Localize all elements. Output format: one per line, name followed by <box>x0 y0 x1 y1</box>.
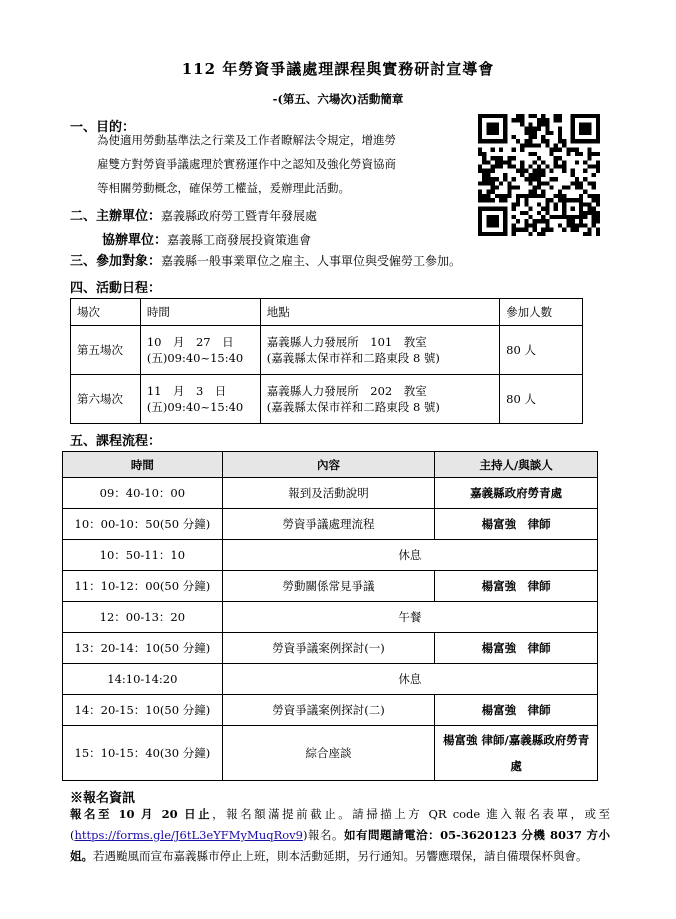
address-text: (嘉義縣太保市祥和二路東段 8 號) <box>266 351 440 365</box>
participants-row <box>70 250 461 269</box>
agenda-row <box>63 664 598 695</box>
registration-text3: 若遇颱風而宣布嘉義縣市停止上班，則本活動延期，另行通知。另響應環保，請自備環保杯與會。 <box>93 849 588 863</box>
purpose-text <box>97 128 475 200</box>
agenda-row <box>63 571 598 602</box>
purpose-line: 雇雙方對勞資爭議處理於實務運作中之認知及強化勞資協商 <box>97 157 396 171</box>
registration-form-link[interactable]: https://forms.gle/J6tL3eYFMyMuqRov9 <box>74 828 303 842</box>
agenda-host: 楊富強 律師 <box>435 571 598 602</box>
agenda-col-header: 內容 <box>222 452 435 478</box>
schedule-col-header: 時間 <box>140 299 260 326</box>
agenda-col-header: 時間 <box>63 452 223 478</box>
page-subtitle: -(第五、六場次)活動簡章 <box>272 92 404 106</box>
agenda-row <box>63 540 598 571</box>
agenda-content: 休息 <box>222 540 597 571</box>
schedule-header-row <box>71 299 583 326</box>
agenda-time: 15：10-15：40(30 分鐘) <box>63 726 223 781</box>
agenda-time: 10：00-10：50(50 分鐘) <box>63 509 223 540</box>
time-cell <box>140 326 260 375</box>
time-text: (五)09:40~15:40 <box>146 400 244 414</box>
agenda-row <box>63 633 598 664</box>
purpose-line: 為使適用勞動基準法之行業及工作者瞭解法令規定，增進勞 <box>97 133 396 147</box>
registration-text: 報名至 10 月 20 日止，報名額滿提前截止。請掃描上方 QR code 進入報名表單，或至(https://forms.gle/J6tL3eYFMyMuqRov9)報名。如有問題請電洽：05-3620123 分機 8037 方小姐。若遇颱風而宣布嘉義縣市停止上班，則本活動延期，另行通知。另響應環保，請自備環保杯與會。 <box>70 807 610 863</box>
agenda-row <box>63 478 598 509</box>
time-cell <box>140 375 260 424</box>
registration-text2: 報名。 <box>307 828 345 842</box>
agenda-time: 13：20-14：10(50 分鐘) <box>63 633 223 664</box>
co-organizer-row <box>102 229 311 248</box>
purpose-line: 等相關勞動概念，確保勞工權益，爰辦理此活動。 <box>97 181 350 195</box>
organizer-heading: 二、主辦單位： <box>70 209 162 224</box>
schedule-table <box>70 298 583 424</box>
agenda-row <box>63 726 598 781</box>
page-title: 112 年勞資爭議處理課程與實務研討宣導會 <box>181 60 495 78</box>
date-text: 10 月 27 日 <box>146 335 234 349</box>
co-organizer-value: 嘉義縣工商發展投資策進會 <box>167 233 312 247</box>
agenda-host: 楊富強 律師 <box>435 509 598 540</box>
count-cell: 80 人 <box>500 375 583 424</box>
date-text: 11 月 3 日 <box>146 384 227 398</box>
address-text: (嘉義縣太保市祥和二路東段 8 號) <box>266 400 440 414</box>
agenda-heading: 五、課程流程： <box>70 434 162 449</box>
agenda-host: 嘉義縣政府勞青處 <box>435 478 598 509</box>
agenda-content: 勞資爭議處理流程 <box>222 509 435 540</box>
agenda-host: 楊富強 律師/嘉義縣政府勞青處 <box>435 726 598 781</box>
count-cell: 80 人 <box>500 326 583 375</box>
agenda-content: 勞資爭議案例探討(二) <box>222 695 435 726</box>
registration-heading: ※報名資訊 <box>70 791 136 806</box>
organizer-value: 嘉義縣政府勞工暨青年發展處 <box>161 209 318 223</box>
purpose-heading: 一、目的： <box>70 120 136 135</box>
schedule-col-header: 參加人數 <box>500 299 583 326</box>
schedule-col-header: 場次 <box>71 299 141 326</box>
agenda-time: 10：50-11：10 <box>63 540 223 571</box>
agenda-row <box>63 695 598 726</box>
participants-value: 嘉義縣一般事業單位之雇主、人事單位與受僱勞工參加。 <box>161 254 462 268</box>
agenda-time: 11：10-12：00(50 分鐘) <box>63 571 223 602</box>
agenda-host: 楊富強 律師 <box>435 695 598 726</box>
agenda-row <box>63 602 598 633</box>
agenda-time: 14:10-14:20 <box>63 664 223 695</box>
registration-text1: ，報名額滿提前截止。請掃描上方 QR code 進入報名表單，或至 <box>212 807 610 821</box>
participants-heading: 三、參加對象： <box>70 254 162 269</box>
agenda-content: 午餐 <box>222 602 597 633</box>
agenda-header-row <box>63 452 598 478</box>
schedule-heading: 四、活動日程： <box>70 281 162 296</box>
agenda-content: 休息 <box>222 664 597 695</box>
venue-cell <box>260 375 499 424</box>
agenda-time: 09：40-10：00 <box>63 478 223 509</box>
schedule-row <box>71 375 583 424</box>
agenda-content: 勞動關係常見爭議 <box>222 571 435 602</box>
session-cell: 第六場次 <box>71 375 141 424</box>
venue-text: 嘉義縣人力發展所 101 教室 <box>266 335 427 349</box>
agenda-content: 報到及活動說明 <box>222 478 435 509</box>
agenda-time: 14：20-15：10(50 分鐘) <box>63 695 223 726</box>
agenda-content: 勞資爭議案例探討(一) <box>222 633 435 664</box>
session-cell: 第五場次 <box>71 326 141 375</box>
registration-qr-code[interactable] <box>478 114 600 236</box>
venue-text: 嘉義縣人力發展所 202 教室 <box>266 384 427 398</box>
venue-cell <box>260 326 499 375</box>
time-text: (五)09:40~15:40 <box>146 351 244 365</box>
co-organizer-heading: 協辦單位： <box>102 233 168 248</box>
organizer-row <box>70 205 317 224</box>
agenda-row <box>63 509 598 540</box>
registration-deadline: 報名至 10 月 20 日止 <box>70 807 213 821</box>
schedule-col-header: 地點 <box>260 299 499 326</box>
agenda-content: 綜合座談 <box>222 726 435 781</box>
agenda-host: 楊富強 律師 <box>435 633 598 664</box>
agenda-col-header: 主持人/與談人 <box>435 452 598 478</box>
schedule-row <box>71 326 583 375</box>
agenda-time: 12：00-13：20 <box>63 602 223 633</box>
registration-contact: 如有問題請電洽：05-3620123 分機 8037 方小姐。 <box>70 828 610 863</box>
agenda-table <box>62 451 598 781</box>
